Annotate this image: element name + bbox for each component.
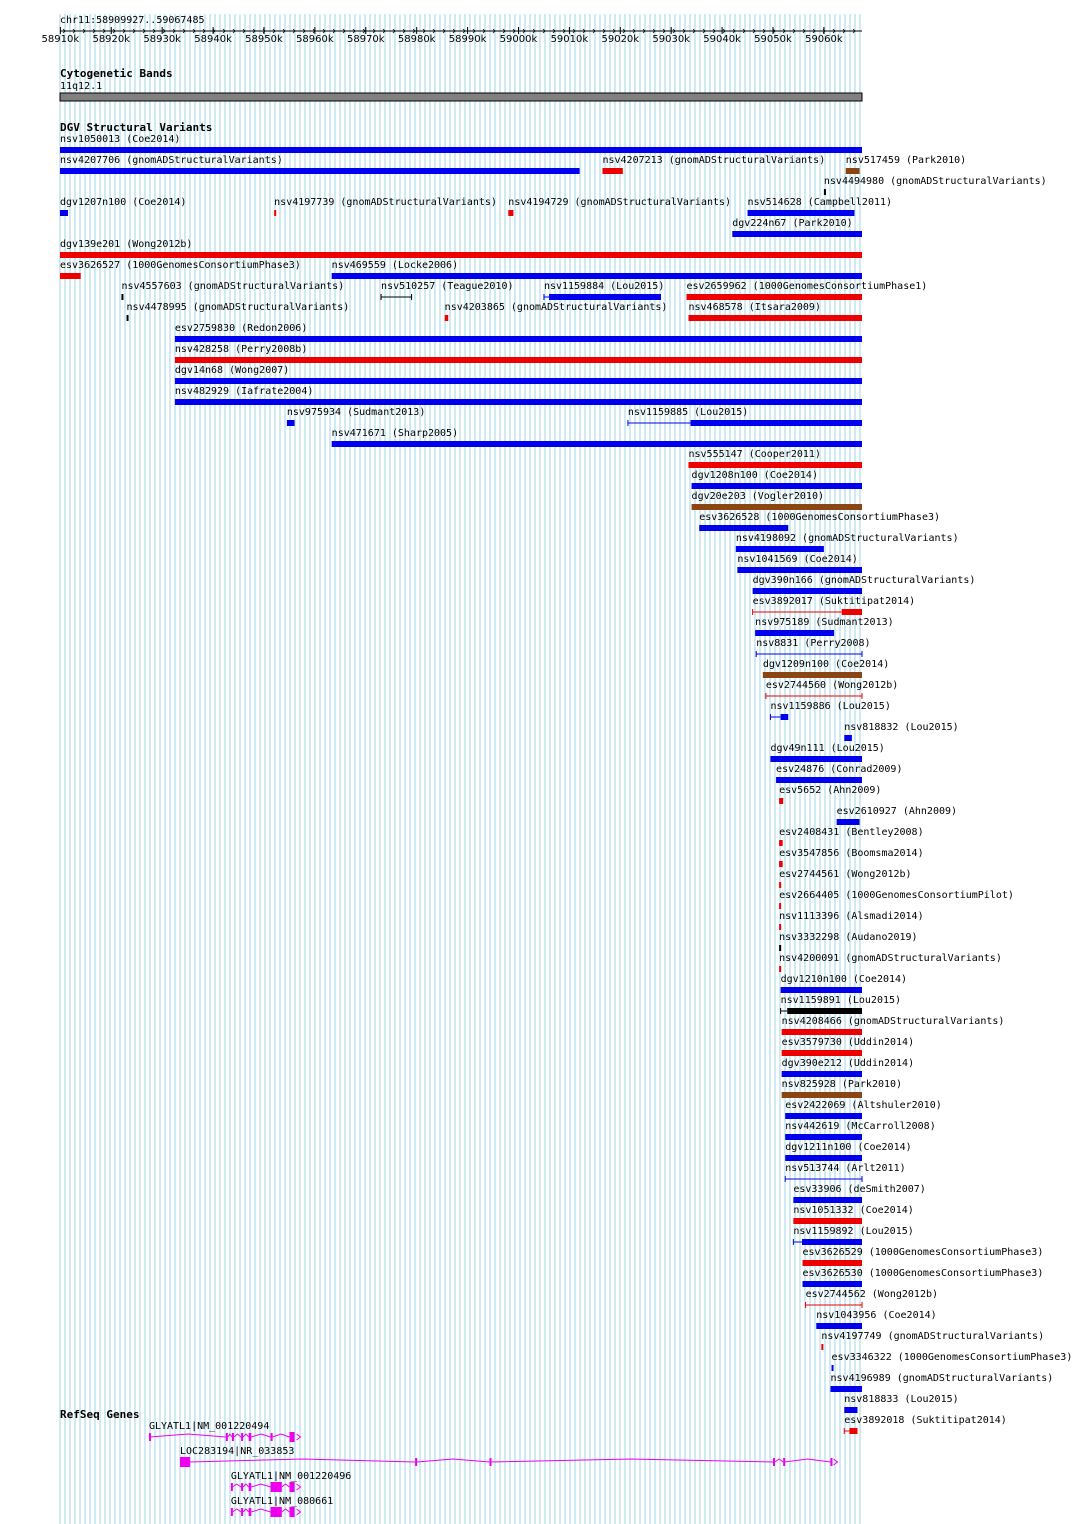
dgv-feature-label[interactable]: nsv1050013 (Coe2014) bbox=[60, 134, 181, 145]
dgv-feature-label[interactable]: dgv1210n100 (Coe2014) bbox=[780, 974, 908, 985]
dgv-feature-label[interactable]: nsv428258 (Perry2008b) bbox=[174, 344, 308, 355]
gene-exon[interactable] bbox=[149, 1433, 151, 1441]
dgv-feature-bar[interactable] bbox=[274, 210, 276, 216]
gene-exon[interactable] bbox=[415, 1458, 417, 1466]
dgv-feature-bar[interactable] bbox=[782, 1029, 862, 1035]
ruler-tick-label: 58930k bbox=[143, 34, 181, 45]
dgv-feature-label[interactable]: esv3626527 (1000GenomesConsortiumPhase3) bbox=[60, 260, 301, 271]
dgv-feature-bar[interactable] bbox=[781, 714, 789, 720]
dgv-feature-label[interactable]: nsv1159892 (Lou2015) bbox=[793, 1226, 914, 1237]
region-position-label: chr11:58909927..59067485 bbox=[60, 15, 205, 26]
ruler-tick-label: 59040k bbox=[703, 34, 741, 45]
dgv-feature-bar[interactable] bbox=[127, 315, 129, 321]
dgv-feature-label[interactable]: nsv4197749 (gnomADStructuralVariants) bbox=[821, 1331, 1045, 1342]
dgv-feature-label[interactable]: nsv4208466 (gnomADStructuralVariants) bbox=[781, 1016, 1005, 1027]
intron-line bbox=[785, 1459, 831, 1462]
intron-line bbox=[417, 1459, 490, 1462]
dgv-track-title[interactable]: DGV Structural Variants bbox=[60, 121, 213, 134]
refseq-gene-label[interactable]: LOC283194|NR_033853 bbox=[179, 1446, 295, 1457]
dgv-feature-label[interactable]: esv3892017 (Suktitipat2014) bbox=[752, 596, 916, 607]
dgv-feature-bar[interactable] bbox=[445, 315, 449, 321]
ruler-tick-label: 59050k bbox=[754, 34, 792, 45]
dgv-feature-bar[interactable] bbox=[175, 399, 862, 405]
dgv-feature-bar[interactable] bbox=[737, 567, 862, 573]
dgv-feature-bar[interactable] bbox=[121, 294, 123, 300]
dgv-feature-bar[interactable] bbox=[816, 1323, 862, 1329]
dgv-feature-bar[interactable] bbox=[287, 420, 295, 426]
gene-exon[interactable] bbox=[231, 1483, 233, 1491]
dgv-feature-bar[interactable] bbox=[846, 168, 860, 174]
dgv-feature-bar[interactable] bbox=[748, 210, 855, 216]
dgv-feature-bar[interactable] bbox=[689, 315, 862, 321]
dgv-feature-label[interactable]: nsv4207706 (gnomADStructuralVariants) bbox=[60, 155, 283, 166]
dgv-feature-label[interactable]: dgv1207n100 (Coe2014) bbox=[60, 197, 187, 208]
dgv-feature-label[interactable]: nsv510257 (Teague2010) bbox=[381, 281, 514, 292]
dgv-feature-label[interactable]: esv2744561 (Wong2012b) bbox=[779, 869, 912, 880]
gene-exon[interactable] bbox=[271, 1507, 282, 1517]
dgv-feature-bar[interactable] bbox=[175, 357, 862, 363]
dgv-feature-bar[interactable] bbox=[787, 1008, 862, 1014]
dgv-feature-label[interactable]: esv3626530 (1000GenomesConsortiumPhase3) bbox=[802, 1268, 1044, 1279]
intron-line bbox=[251, 1484, 270, 1487]
dgv-feature-label[interactable]: esv2759830 (Redon2006) bbox=[174, 323, 308, 334]
dgv-feature-bar[interactable] bbox=[782, 1071, 862, 1077]
dgv-feature-bar[interactable] bbox=[692, 483, 862, 489]
gene-exon[interactable] bbox=[783, 1458, 785, 1466]
cytoband-name: 11q12.1 bbox=[60, 81, 103, 92]
ruler-tick-label: 58920k bbox=[92, 34, 131, 45]
dgv-feature-bar[interactable] bbox=[60, 273, 81, 279]
dgv-feature-bar[interactable] bbox=[175, 378, 862, 384]
gene-exon[interactable] bbox=[271, 1482, 282, 1492]
dgv-feature-bar[interactable] bbox=[844, 1407, 857, 1413]
ruler-tick-label: 59000k bbox=[499, 34, 538, 45]
dgv-feature-label[interactable]: nsv4200091 (gnomADStructuralVariants) bbox=[779, 953, 1002, 964]
dgv-feature-label[interactable]: dgv49n111 (Lou2015) bbox=[770, 743, 885, 754]
dgv-feature-bar[interactable] bbox=[755, 630, 834, 636]
dgv-feature-bar[interactable] bbox=[831, 1386, 862, 1392]
gene-exon[interactable] bbox=[289, 1507, 294, 1517]
dgv-feature-label[interactable]: nsv514628 (Campbell2011) bbox=[747, 197, 893, 208]
dgv-feature-bar[interactable] bbox=[781, 987, 862, 993]
ruler-tick-label: 58960k bbox=[296, 34, 334, 45]
dgv-feature-label[interactable]: nsv442619 (McCarroll2008) bbox=[785, 1121, 936, 1132]
dgv-feature-label[interactable]: esv2744562 (Wong2012b) bbox=[805, 1289, 939, 1300]
dgv-feature-label[interactable]: nsv3332298 (Audano2019) bbox=[779, 932, 918, 943]
dgv-feature-label[interactable]: nsv471671 (Sharp2005) bbox=[331, 428, 459, 439]
ruler-tick-label: 58990k bbox=[448, 34, 487, 45]
intron-line bbox=[243, 1434, 249, 1437]
dgv-feature-bar[interactable] bbox=[782, 1050, 862, 1056]
dgv-feature-label[interactable]: esv2744560 (Wong2012b) bbox=[765, 680, 899, 691]
dgv-feature-bar[interactable] bbox=[793, 1197, 862, 1203]
dgv-feature-bar[interactable] bbox=[779, 798, 783, 804]
refseq-gene-label[interactable]: GLYATL1|NM_001220494 bbox=[148, 1421, 270, 1432]
gene-exon[interactable] bbox=[249, 1508, 252, 1516]
dgv-feature-label[interactable]: nsv4196989 (gnomADStructuralVariants) bbox=[830, 1373, 1054, 1384]
dgv-feature-label[interactable]: nsv1159885 (Lou2015) bbox=[627, 407, 749, 418]
strand-arrow bbox=[834, 1459, 838, 1465]
dgv-feature-bar[interactable] bbox=[779, 945, 781, 951]
dgv-feature-label[interactable]: nsv1041569 (Coe2014) bbox=[737, 554, 858, 565]
dgv-feature-bar[interactable] bbox=[782, 1092, 862, 1098]
dgv-feature-bar[interactable] bbox=[785, 1113, 862, 1119]
dgv-feature-bar[interactable] bbox=[824, 189, 826, 195]
dgv-feature-bar[interactable] bbox=[803, 1281, 862, 1287]
gene-exon[interactable] bbox=[232, 1433, 234, 1441]
dgv-feature-label[interactable]: nsv1113396 (Alsmadi2014) bbox=[779, 911, 924, 922]
dgv-feature-bar[interactable] bbox=[763, 672, 862, 678]
dgv-feature-bar[interactable] bbox=[821, 1344, 823, 1350]
dgv-feature-label[interactable]: dgv20e203 (Vogler2010) bbox=[691, 491, 824, 502]
gene-exon[interactable] bbox=[180, 1457, 190, 1467]
dgv-feature-label[interactable]: dgv390e212 (Uddin2014) bbox=[781, 1058, 915, 1069]
dgv-feature-label[interactable]: dgv224n67 (Park2010) bbox=[732, 218, 853, 229]
dgv-feature-bar[interactable] bbox=[692, 504, 862, 510]
ruler-tick-label: 59030k bbox=[652, 34, 690, 45]
dgv-feature-label[interactable]: nsv4494980 (gnomADStructuralVariants) bbox=[823, 176, 1047, 187]
intron-line bbox=[775, 1459, 783, 1462]
ruler-tick-label: 58940k bbox=[194, 34, 232, 45]
dgv-feature-bar[interactable] bbox=[602, 168, 622, 174]
dgv-feature-label[interactable]: esv2664405 (1000GenomesConsortiumPilot) bbox=[779, 890, 1014, 901]
dgv-feature-bar[interactable] bbox=[832, 1365, 834, 1371]
dgv-feature-bar[interactable] bbox=[732, 231, 862, 237]
ruler-tick-label: 59010k bbox=[550, 34, 589, 45]
dgv-feature-bar[interactable] bbox=[803, 1260, 862, 1266]
dgv-feature-label[interactable]: nsv975189 (Sudmant2013) bbox=[755, 617, 894, 628]
gene-exon[interactable] bbox=[773, 1458, 775, 1466]
gene-exon[interactable] bbox=[231, 1508, 233, 1516]
dgv-feature-label[interactable]: nsv555147 (Cooper2011) bbox=[688, 449, 821, 460]
ruler-tick-label: 58980k bbox=[397, 34, 436, 45]
dgv-feature-label[interactable]: dgv1211n100 (Coe2014) bbox=[785, 1142, 912, 1153]
dgv-feature-label[interactable]: nsv975934 (Sudmant2013) bbox=[286, 407, 426, 418]
dgv-feature-bar[interactable] bbox=[844, 735, 852, 741]
intron-line bbox=[282, 1484, 290, 1487]
dgv-feature-label[interactable]: nsv4557603 (gnomADStructuralVariants) bbox=[121, 281, 345, 292]
dgv-feature-label[interactable]: nsv1051332 (Coe2014) bbox=[793, 1205, 914, 1216]
intron-line bbox=[251, 1434, 270, 1437]
dgv-feature-bar[interactable] bbox=[779, 966, 781, 972]
dgv-feature-bar[interactable] bbox=[508, 210, 513, 216]
dgv-feature-bar[interactable] bbox=[332, 441, 862, 447]
dgv-feature-label[interactable]: esv33906 (deSmith2007) bbox=[793, 1184, 926, 1195]
dgv-feature-bar[interactable] bbox=[770, 756, 862, 762]
gene-exon[interactable] bbox=[241, 1483, 243, 1491]
dgv-feature-label[interactable]: esv3626529 (1000GenomesConsortiumPhase3) bbox=[802, 1247, 1044, 1258]
dgv-feature-bar[interactable] bbox=[779, 924, 781, 930]
dgv-feature-label[interactable]: nsv1159891 (Lou2015) bbox=[780, 995, 902, 1006]
gene-exon[interactable] bbox=[289, 1482, 294, 1492]
dgv-feature-label[interactable]: esv3626528 (1000GenomesConsortiumPhase3) bbox=[699, 512, 941, 523]
cytoband-track-title[interactable]: Cytogenetic Bands bbox=[60, 67, 173, 80]
dgv-feature-label[interactable]: nsv469559 (Locke2006) bbox=[331, 260, 459, 271]
dgv-feature-bar[interactable] bbox=[793, 1218, 862, 1224]
dgv-feature-bar[interactable] bbox=[842, 609, 862, 615]
dgv-feature-label[interactable]: nsv513744 (Arlt2011) bbox=[785, 1163, 906, 1174]
dgv-feature-label[interactable]: nsv1159884 (Lou2015) bbox=[543, 281, 665, 292]
dgv-feature-bar[interactable] bbox=[549, 294, 661, 300]
dgv-feature-label[interactable]: esv3892018 (Suktitipat2014) bbox=[844, 1415, 1007, 1426]
ruler-tick-label: 58950k bbox=[245, 34, 283, 45]
dgv-feature-label[interactable]: dgv1209n100 (Coe2014) bbox=[762, 659, 890, 670]
dgv-feature-bar[interactable] bbox=[60, 168, 580, 174]
dgv-feature-label[interactable]: dgv139e201 (Wong2012b) bbox=[60, 239, 193, 250]
dgv-feature-bar[interactable] bbox=[332, 273, 862, 279]
dgv-feature-bar[interactable] bbox=[699, 525, 788, 531]
gene-exon[interactable] bbox=[241, 1508, 243, 1516]
dgv-feature-label[interactable]: nsv517459 (Park2010) bbox=[845, 155, 967, 166]
intron-line bbox=[251, 1509, 270, 1512]
dgv-feature-bar[interactable] bbox=[779, 882, 781, 888]
dgv-feature-label[interactable]: nsv4203865 (gnomADStructuralVariants) bbox=[444, 302, 668, 313]
dgv-feature-label[interactable]: nsv4194729 (gnomADStructuralVariants) bbox=[508, 197, 732, 208]
intron-line bbox=[243, 1509, 249, 1512]
dgv-feature-label[interactable]: esv3579730 (Uddin2014) bbox=[781, 1037, 915, 1048]
gene-exon[interactable] bbox=[249, 1483, 252, 1491]
cytoband-bar[interactable] bbox=[60, 93, 862, 101]
ruler-tick-label: 58910k bbox=[41, 34, 80, 45]
dgv-feature-bar[interactable] bbox=[785, 1155, 862, 1161]
dgv-feature-bar[interactable] bbox=[776, 777, 862, 783]
refseq-gene-label[interactable]: GLYATL1|NM_080661 bbox=[230, 1496, 334, 1507]
dgv-feature-label[interactable]: esv3346322 (1000GenomesConsortiumPhase3) bbox=[831, 1352, 1072, 1363]
dgv-feature-bar[interactable] bbox=[779, 861, 783, 867]
dgv-feature-bar[interactable] bbox=[691, 420, 862, 426]
dgv-feature-bar[interactable] bbox=[785, 1134, 862, 1140]
gene-exon[interactable] bbox=[289, 1432, 294, 1442]
dgv-feature-bar[interactable] bbox=[779, 903, 781, 909]
dgv-feature-bar[interactable] bbox=[849, 1428, 857, 1434]
intron-line bbox=[282, 1509, 290, 1512]
dgv-feature-label[interactable]: nsv4207213 (gnomADStructuralVariants) bbox=[602, 155, 826, 166]
dgv-feature-bar[interactable] bbox=[837, 819, 860, 825]
dgv-feature-label[interactable]: nsv4197739 (gnomADStructuralVariants) bbox=[274, 197, 497, 208]
refseq-gene-label[interactable]: GLYATL1|NM_001220496 bbox=[230, 1471, 352, 1482]
dgv-feature-bar[interactable] bbox=[753, 588, 862, 594]
ruler-tick-label: 58970k bbox=[346, 34, 385, 45]
ruler-tick-label: 59020k bbox=[601, 34, 640, 45]
gene-exon[interactable] bbox=[226, 1433, 228, 1441]
dgv-feature-label[interactable]: nsv1159886 (Lou2015) bbox=[770, 701, 891, 712]
dgv-feature-label[interactable]: nsv1043956 (Coe2014) bbox=[816, 1310, 937, 1321]
dgv-feature-label[interactable]: esv2422069 (Altshuler2010) bbox=[785, 1100, 942, 1111]
dgv-feature-label[interactable]: nsv818832 (Lou2015) bbox=[844, 722, 959, 733]
intron-line bbox=[243, 1484, 249, 1487]
gene-exon[interactable] bbox=[271, 1433, 273, 1441]
dgv-feature-label[interactable]: nsv818833 (Lou2015) bbox=[844, 1394, 959, 1405]
dgv-feature-bar[interactable] bbox=[802, 1239, 862, 1245]
dgv-feature-bar[interactable] bbox=[60, 252, 862, 258]
dgv-feature-label[interactable]: esv2610927 (Ahn2009) bbox=[836, 806, 958, 817]
dgv-feature-label[interactable]: esv3547856 (Boomsma2014) bbox=[779, 848, 924, 859]
dgv-feature-label[interactable]: esv2659962 (1000GenomesConsortiumPhase1) bbox=[686, 281, 928, 292]
dgv-feature-bar[interactable] bbox=[689, 462, 862, 468]
ruler-tick-label: 59060k bbox=[805, 34, 843, 45]
dgv-feature-label[interactable]: dgv14n68 (Wong2007) bbox=[174, 365, 290, 376]
dgv-feature-label[interactable]: esv5652 (Ahn2009) bbox=[779, 785, 882, 796]
intron-line bbox=[150, 1434, 226, 1437]
dgv-feature-label[interactable]: nsv468578 (Itsara2009) bbox=[688, 302, 821, 313]
dgv-feature-bar[interactable] bbox=[686, 294, 862, 300]
dgv-feature-label[interactable]: nsv8831 (Perry2008) bbox=[756, 638, 871, 649]
dgv-feature-bar[interactable] bbox=[175, 336, 862, 342]
gene-exon[interactable] bbox=[249, 1433, 252, 1441]
dgv-feature-label[interactable]: dgv1208n100 (Coe2014) bbox=[691, 470, 818, 481]
dgv-feature-label[interactable]: esv2408431 (Bentley2008) bbox=[779, 827, 924, 838]
dgv-feature-bar[interactable] bbox=[779, 840, 783, 846]
gene-exon[interactable] bbox=[489, 1458, 491, 1466]
dgv-feature-label[interactable]: dgv390n166 (gnomADStructuralVariants) bbox=[752, 575, 976, 586]
dgv-feature-bar[interactable] bbox=[60, 210, 68, 216]
gene-exon[interactable] bbox=[241, 1433, 243, 1441]
dgv-feature-label[interactable]: nsv825928 (Park2010) bbox=[781, 1079, 903, 1090]
dgv-feature-label[interactable]: esv24876 (Conrad2009) bbox=[776, 764, 903, 775]
dgv-feature-bar[interactable] bbox=[60, 147, 862, 153]
dgv-feature-label[interactable]: nsv482929 (Iafrate2004) bbox=[174, 386, 314, 397]
dgv-feature-bar[interactable] bbox=[736, 546, 824, 552]
dgv-feature-label[interactable]: nsv4478995 (gnomADStructuralVariants) bbox=[126, 302, 350, 313]
intron-line bbox=[190, 1459, 415, 1462]
gene-exon[interactable] bbox=[831, 1458, 833, 1466]
dgv-feature-label[interactable]: nsv4198092 (gnomADStructuralVariants) bbox=[735, 533, 959, 544]
intron-line bbox=[491, 1459, 773, 1462]
refseq-track-title[interactable]: RefSeq Genes bbox=[60, 1408, 140, 1421]
